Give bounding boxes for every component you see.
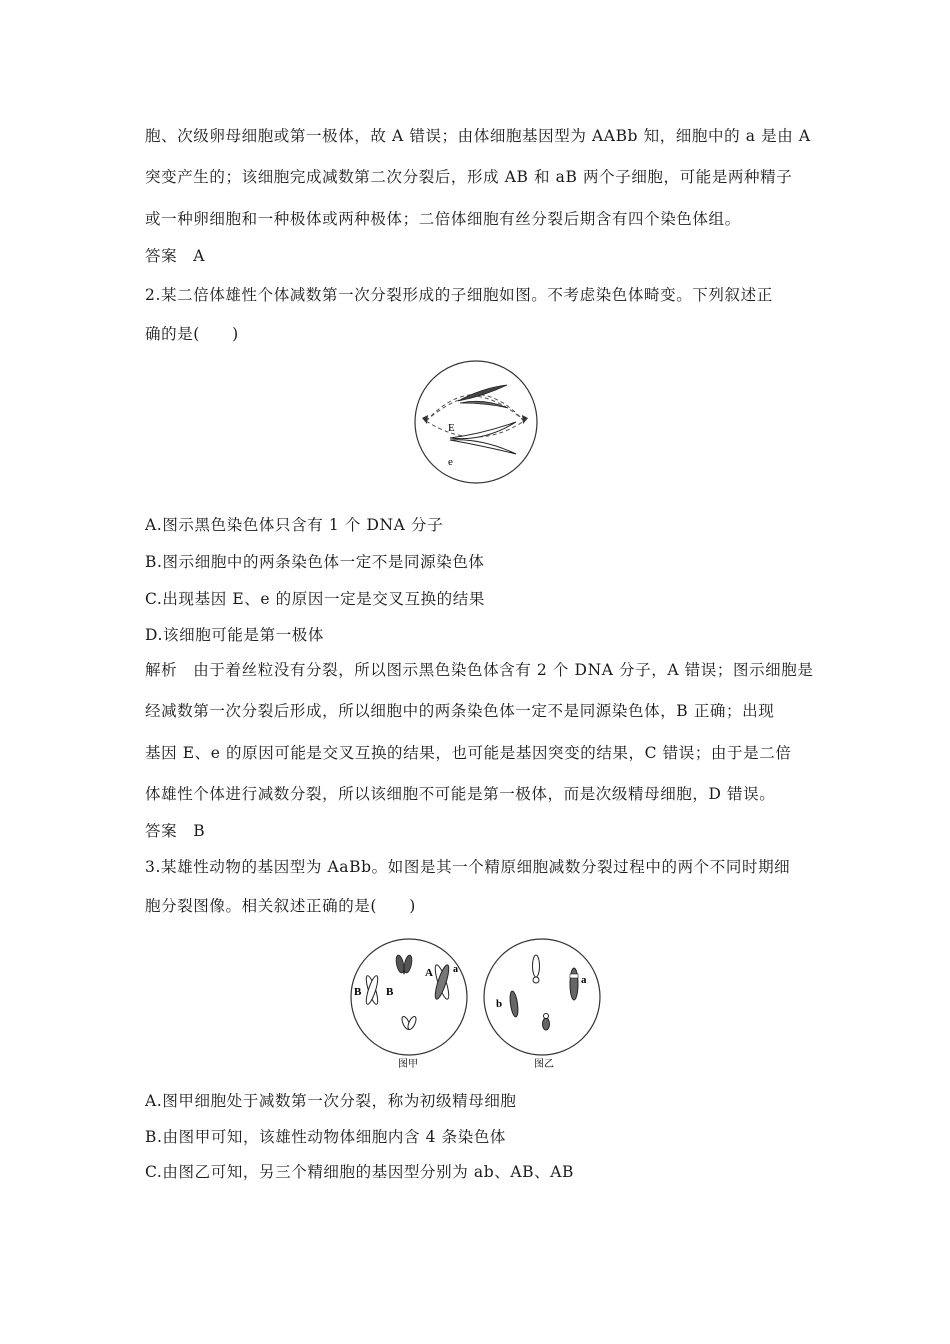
q3-fig-yi — [480, 938, 610, 1068]
q2-analysis-line-1: 解析 由于着丝粒没有分裂，所以图示黑色染色体含有 2 个 DNA 分子，A 错误；图示细胞是 — [145, 661, 814, 679]
q2-answer: 答案 B — [145, 822, 206, 840]
q2-cell-figure — [412, 358, 542, 488]
q3-stem-line-2: 胞分裂图像。相关叙述正确的是( ) — [145, 897, 416, 915]
q3-stem-line-1: 3.某雄性动物的基因型为 AaBb。如图是其一个精原细胞减数分裂过程中的两个不同时期细 — [145, 858, 791, 876]
fig-yi-label-b: b — [496, 998, 503, 1010]
q2-stem-line-2: 确的是( ) — [145, 325, 239, 343]
fig-jia-caption: 图甲 — [398, 1059, 418, 1068]
fig-jia-label-B2: B — [386, 986, 394, 998]
q2-analysis-line-2: 经减数第一次分裂后形成，所以细胞中的两条染色体一定不是同源染色体，B 正确；出现 — [145, 702, 775, 720]
q1-answer: 答案 A — [145, 247, 206, 265]
q2-option-d: D.该细胞可能是第一极体 — [145, 626, 325, 644]
fig-yi-caption: 图乙 — [534, 1059, 554, 1068]
q1-analysis-line-1: 胞、次级卵母细胞或第一极体，故 A 错误；由体细胞基因型为 AABb 知，细胞中的 a 是由 A — [145, 127, 811, 145]
q2-stem-line-1: 2.某二倍体雄性个体减数第一次分裂形成的子细胞如图。不考虑染色体畸变。下列叙述正 — [145, 286, 773, 304]
q3-option-a: A.图甲细胞处于减数第一次分裂，称为初级精母细胞 — [145, 1092, 517, 1110]
fig-yi-label-a: a — [581, 974, 587, 986]
q2-option-a: A.图示黑色染色体只含有 1 个 DNA 分子 — [145, 516, 444, 534]
fig-jia-label-A: A — [425, 967, 433, 979]
q1-analysis-line-2: 突变产生的；该细胞完成减数第二次分裂后，形成 AB 和 aB 两个子细胞，可能是两种精子 — [145, 168, 793, 186]
q1-analysis-line-3: 或一种卵细胞和一种极体或两种极体；二倍体细胞有丝分裂后期含有四个染色体组。 — [145, 210, 741, 228]
q3-fig-jia — [346, 938, 476, 1068]
q2-analysis-line-3: 基因 E、e 的原因可能是交叉互换的结果，也可能是基因突变的结果，C 错误；由于是二倍 — [145, 744, 792, 762]
q3-option-b: B.由图甲可知，该雄性动物体细胞内含 4 条染色体 — [145, 1128, 507, 1146]
fig-jia-label-a: a — [453, 964, 458, 975]
q2-analysis-line-4: 体雄性个体进行减数分裂，所以该细胞不可能是第一极体，而是次级精母细胞，D 错误。 — [145, 785, 776, 803]
q2-option-b: B.图示细胞中的两条染色体一定不是同源染色体 — [145, 553, 485, 571]
q2-option-c: C.出现基因 E、e 的原因一定是交叉互换的结果 — [145, 590, 485, 608]
gene-label-E: E — [448, 422, 455, 434]
fig-jia-label-B1: B — [354, 986, 362, 998]
q3-option-c: C.由图乙可知，另三个精细胞的基因型分别为 ab、AB、AB — [145, 1163, 574, 1181]
gene-label-e: e — [448, 456, 453, 468]
